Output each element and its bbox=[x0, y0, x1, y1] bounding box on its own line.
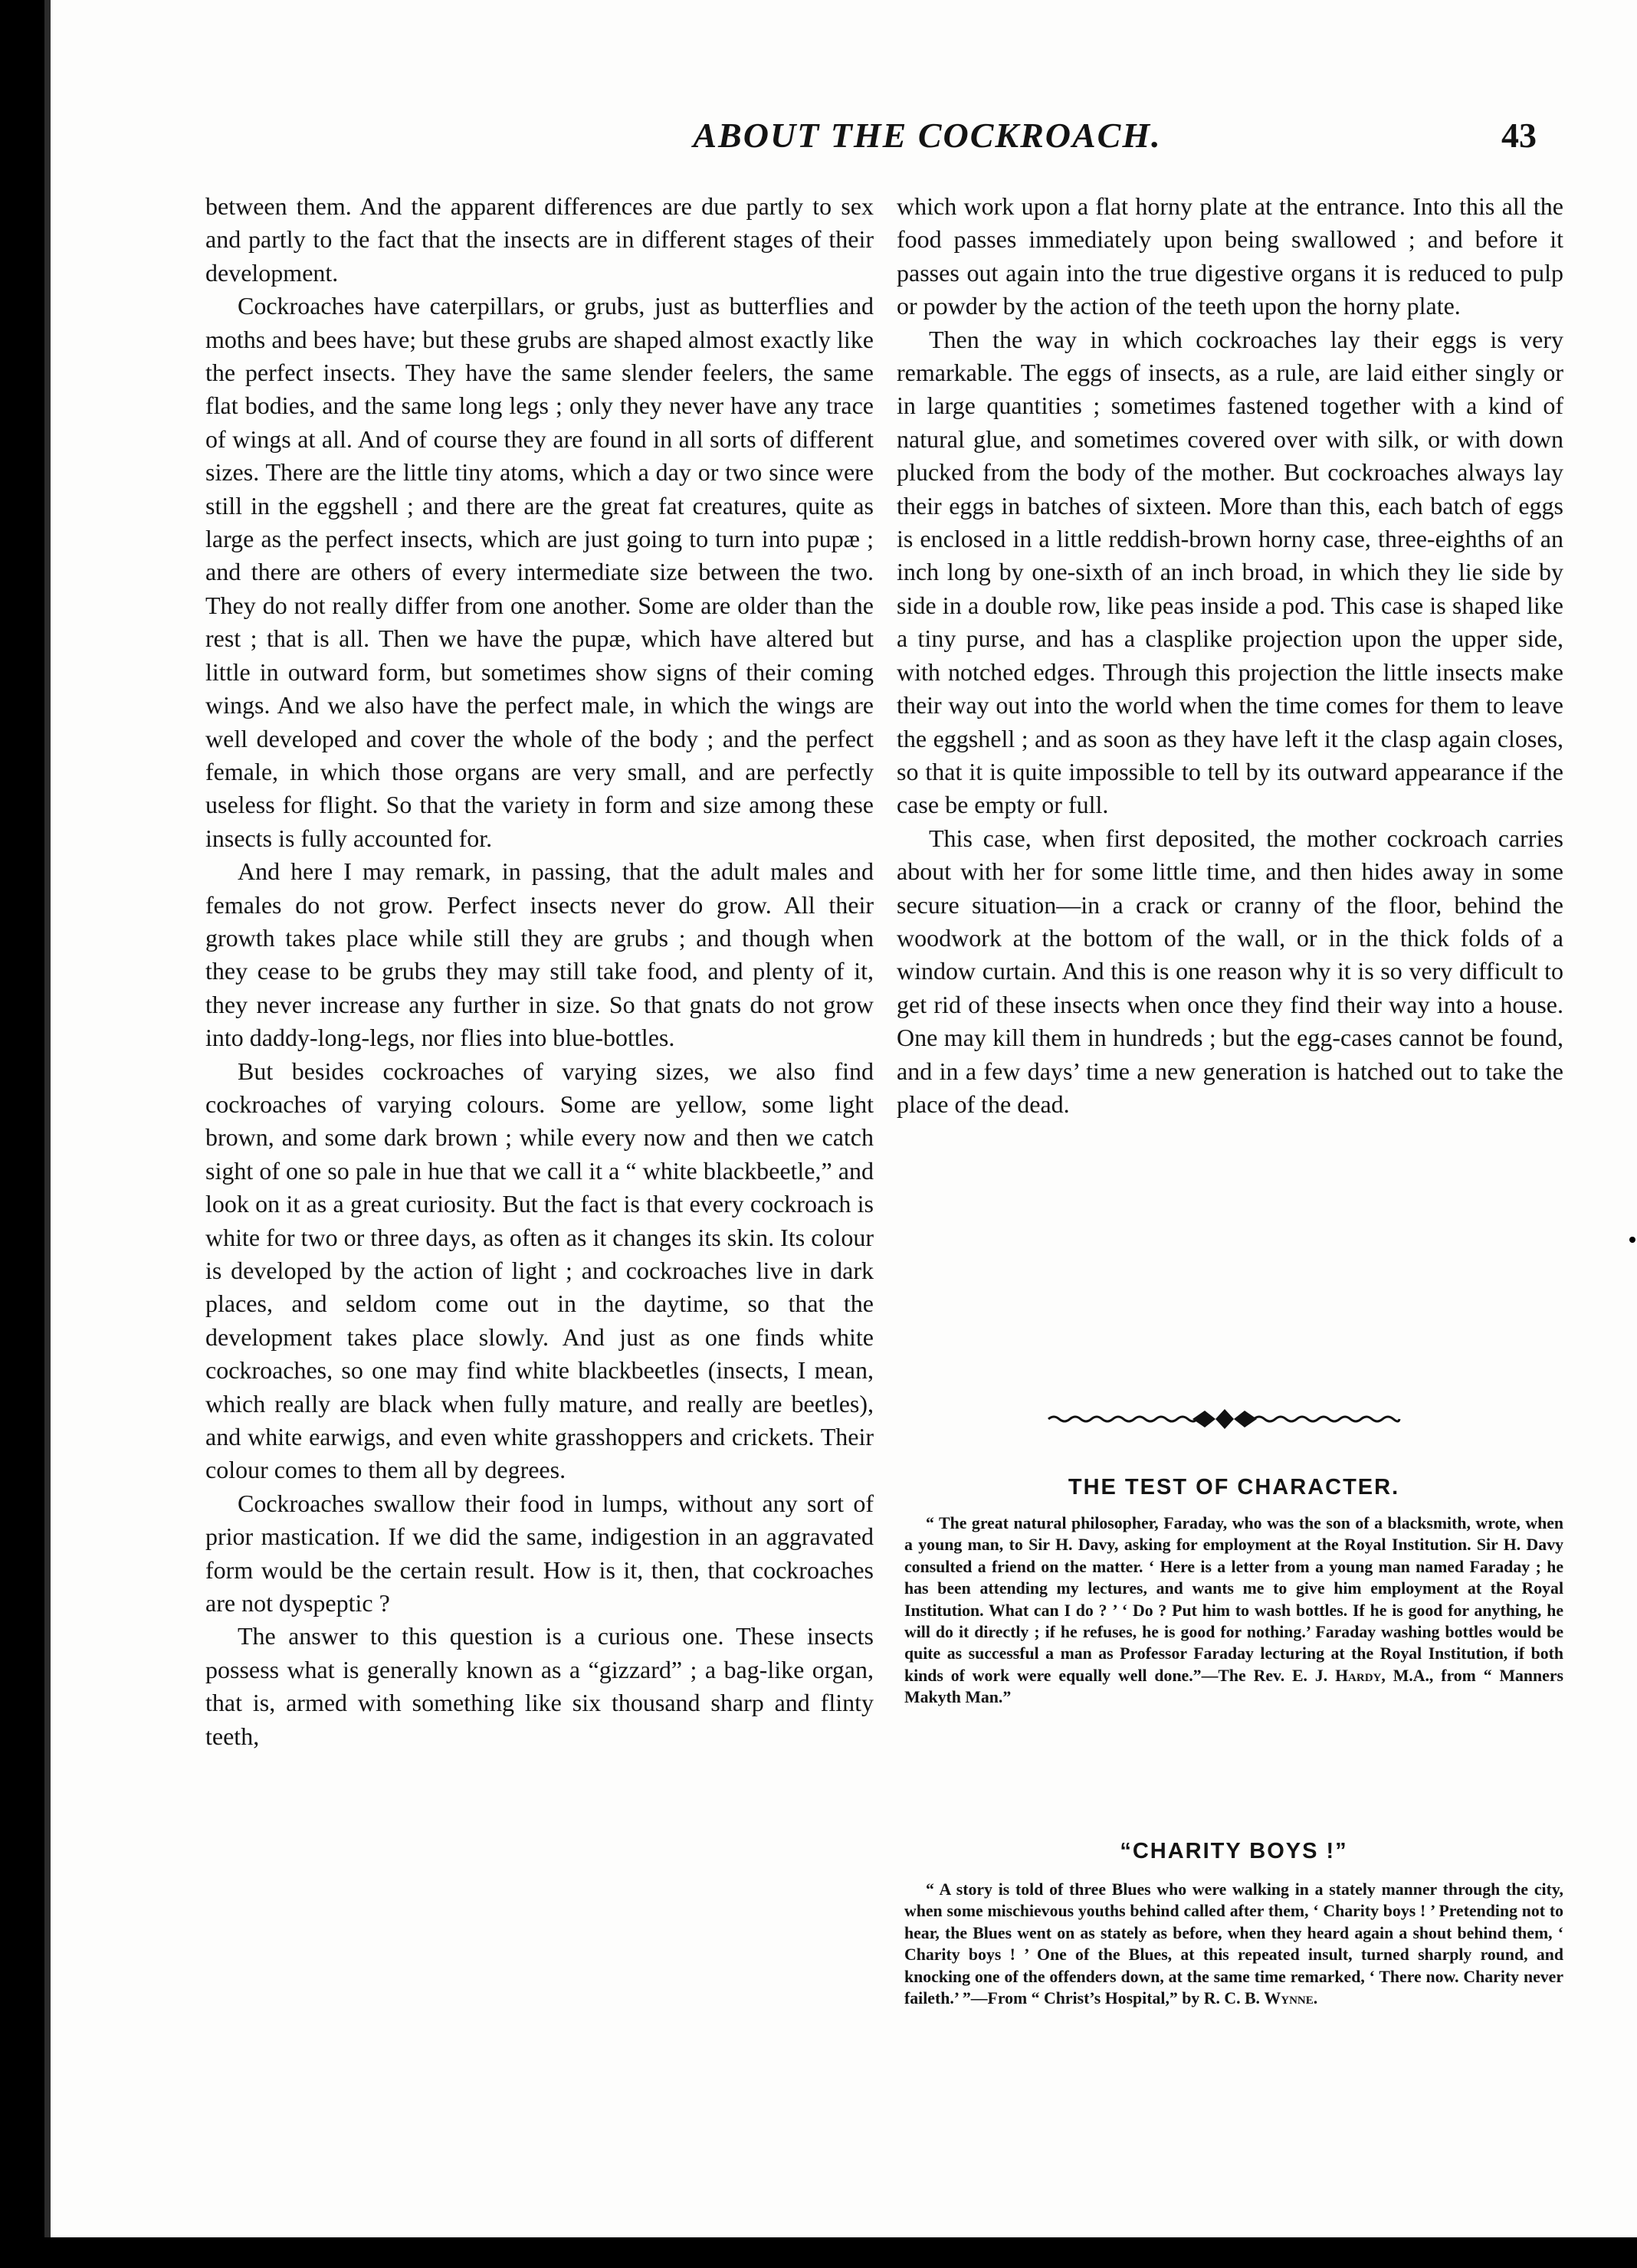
quote-text: “ The great natural philosopher, Faraday, who was the son of a blacksmith, wrote, when a young man, to Sir H. Davy, asking for employment at the Royal Institution. Sir H. Davy consulted a friend on the matter. ‘ Here is a letter from a young man named Faraday ; he has been attending my lectures, and wants me to give him employment at the Royal Institution. What can I do ? ’ ‘ Do ? Put him to wash bottles. If he is good for anything, he will do it directly ; if he refuses, he is good for nothing.’ Faraday washing bottles would be quite as successful a man as Professor Faraday lecturing at the Royal Institution, if both kinds of work were equally well done.”—The Rev. E. J. bbox=[904, 1514, 1563, 1685]
right-column bbox=[897, 190, 1563, 1121]
paragraph: which work upon a flat horny plate at the entrance. Into this all the food passes immediately upon being swallowed ; and before it passes out again into the true digestive organs it is reduced to pulp or powder by the action of the teeth upon the horny plate. bbox=[897, 192, 1563, 320]
running-title: ABOUT THE COCKROACH. bbox=[693, 116, 1162, 155]
quote-source: , M.A., from “ Manners Makyth Man.” bbox=[904, 1666, 1564, 1707]
paragraph: And here I may remark, in passing, that the adult males and females do not grow. Perfect insects never do grow. All their growth takes place while still they are grubs ; and though when they cease to be grubs they may still take food, and plenty of it, they never increase any further in size. So that gnats do not grow into daddy-long-legs, nor flies into blue-bottles. bbox=[205, 857, 874, 1052]
quote-author: Hardy bbox=[1335, 1666, 1382, 1685]
section-title: “CHARITY BOYS !” bbox=[1120, 1839, 1348, 1863]
scan-bottom-border bbox=[0, 2237, 1637, 2268]
scan-left-shadow bbox=[44, 0, 51, 2268]
paragraph: Cockroaches swallow their food in lumps, without any sort of prior mastication. If we did the same, indigestion in an aggravated form would be the certain result. How is it, then, that cockroaches are not dyspeptic ? bbox=[205, 1489, 874, 1617]
margin-speck bbox=[1629, 1237, 1635, 1243]
quote-body bbox=[904, 1879, 1563, 2009]
scan-left-border bbox=[0, 0, 44, 2268]
left-column bbox=[205, 190, 874, 1753]
paragraph: The answer to this question is a curious one. These insects possess what is generally known as a “gizzard” ; a bag-like organ, that is, armed with something like six thousand sharp and flinty teeth, bbox=[205, 1622, 874, 1750]
quote-text: “ A story is told of three Blues who were walking in a stately manner through the city, when some mischievous youths behind called after them, ‘ Charity boys ! ’ Pretending not to hear, the Blues went on as stately as before, when they heard again a shout behind them, ‘ Charity boys ! ’ One of the Blues, at this repeated insult, turned sharply round, and knocking one of the offenders down, at the same time remarked, ‘ There now. Charity never faileth.’ ”—From “ Christ’s Hospital,” by R. C. B. bbox=[904, 1880, 1563, 2008]
margin-speck bbox=[2, 247, 17, 264]
paragraph: between them. And the apparent differences are due partly to sex and partly to the fact that the insects are in different stages of their development. bbox=[205, 192, 874, 287]
paragraph: This case, when first deposited, the mother cockroach carries about with her for some little time, and then hides away in some secure situation—in a crack or cranny of the floor, behind the woodwork at the bottom of the wall, or in the thick folds of a window curtain. And this is one reason why it is so very difficult to get rid of these insects when once they find their way into a house. One may kill them in hundreds ; but the egg-cases cannot be found, and in a few days’ time a new generation is hatched out to take the place of the dead. bbox=[897, 824, 1563, 1118]
paragraph: Then the way in which cockroaches lay their eggs is very remarkable. The eggs of insects, as a rule, are laid either singly or in large quantities ; sometimes fastened together with a kind of natural glue, and sometimes covered over with silk, or with down plucked from the body of the mother. But cockroaches always lay their eggs in batches of sixteen. More than this, each batch of eggs is enclosed in a little reddish-brown horny case, three-eighths of an inch long by one-sixth of an inch broad, in which they lie side by side in a double row, like peas inside a pod. This case is shaped like a tiny purse, and has a clasplike projection upon the upper side, with notched edges. Through this projection the little insects make their way out into the world when the time comes for them to leave the eggshell ; and as soon as they have left it the clasp again closes, so that it is quite impossible to tell by its outward appearance if the case be empty or full. bbox=[897, 325, 1563, 819]
paragraph: Cockroaches have caterpillars, or grubs, just as butterflies and moths and bees have; but these grubs are shaped almost exactly like the perfect insects. They have the same slender feelers, the same flat bodies, and the same long legs ; only they never have any trace of wings at all. And of course they are found in all sorts of different sizes. There are the little tiny atoms, which a day or two since were still in the eggshell ; and there are the great fat creatures, quite as large as the perfect insects, which are just going to turn into pupæ ; and there are others of every intermediate size between the two. They do not really differ from one another. Some are older than the rest ; that is all. Then we have the pupæ, which have altered but little in outward form, but sometimes show signs of their coming wings. And we also have the perfect male, in which the wings are well developed and cover the whole of the body ; and the perfect female, in which those organs are very small, and are perfectly useless for flight. So that the variety in form and size among these insects is fully accounted for. bbox=[205, 292, 874, 852]
quote-body bbox=[904, 1513, 1563, 1709]
page-number: 43 bbox=[1501, 116, 1537, 155]
ornamental-divider bbox=[1041, 1405, 1409, 1433]
quote-author: Wynne. bbox=[1264, 1989, 1318, 2008]
paragraph: But besides cockroaches of varying sizes, we also find cockroaches of varying colours. Some are yellow, some light brown, and some dark brown ; while every now and then we catch sight of one so pale in hue that we call it a “ white blackbeetle,” and look on it as a great curiosity. But the fact is that every cockroach is white for two or three days, as often as it changes its skin. Its colour is developed by the action of light ; and cockroaches live in dark places, and seldom come out in the daytime, so that the development takes place slowly. And just as one finds white cockroaches, so one may find white blackbeetles (insects, I mean, which really are black when fully mature, and really are beetles), and white earwigs, and even white grasshoppers and crickets. Their colour comes to them all by degrees. bbox=[205, 1057, 874, 1484]
section-title: THE TEST OF CHARACTER. bbox=[1068, 1475, 1400, 1499]
